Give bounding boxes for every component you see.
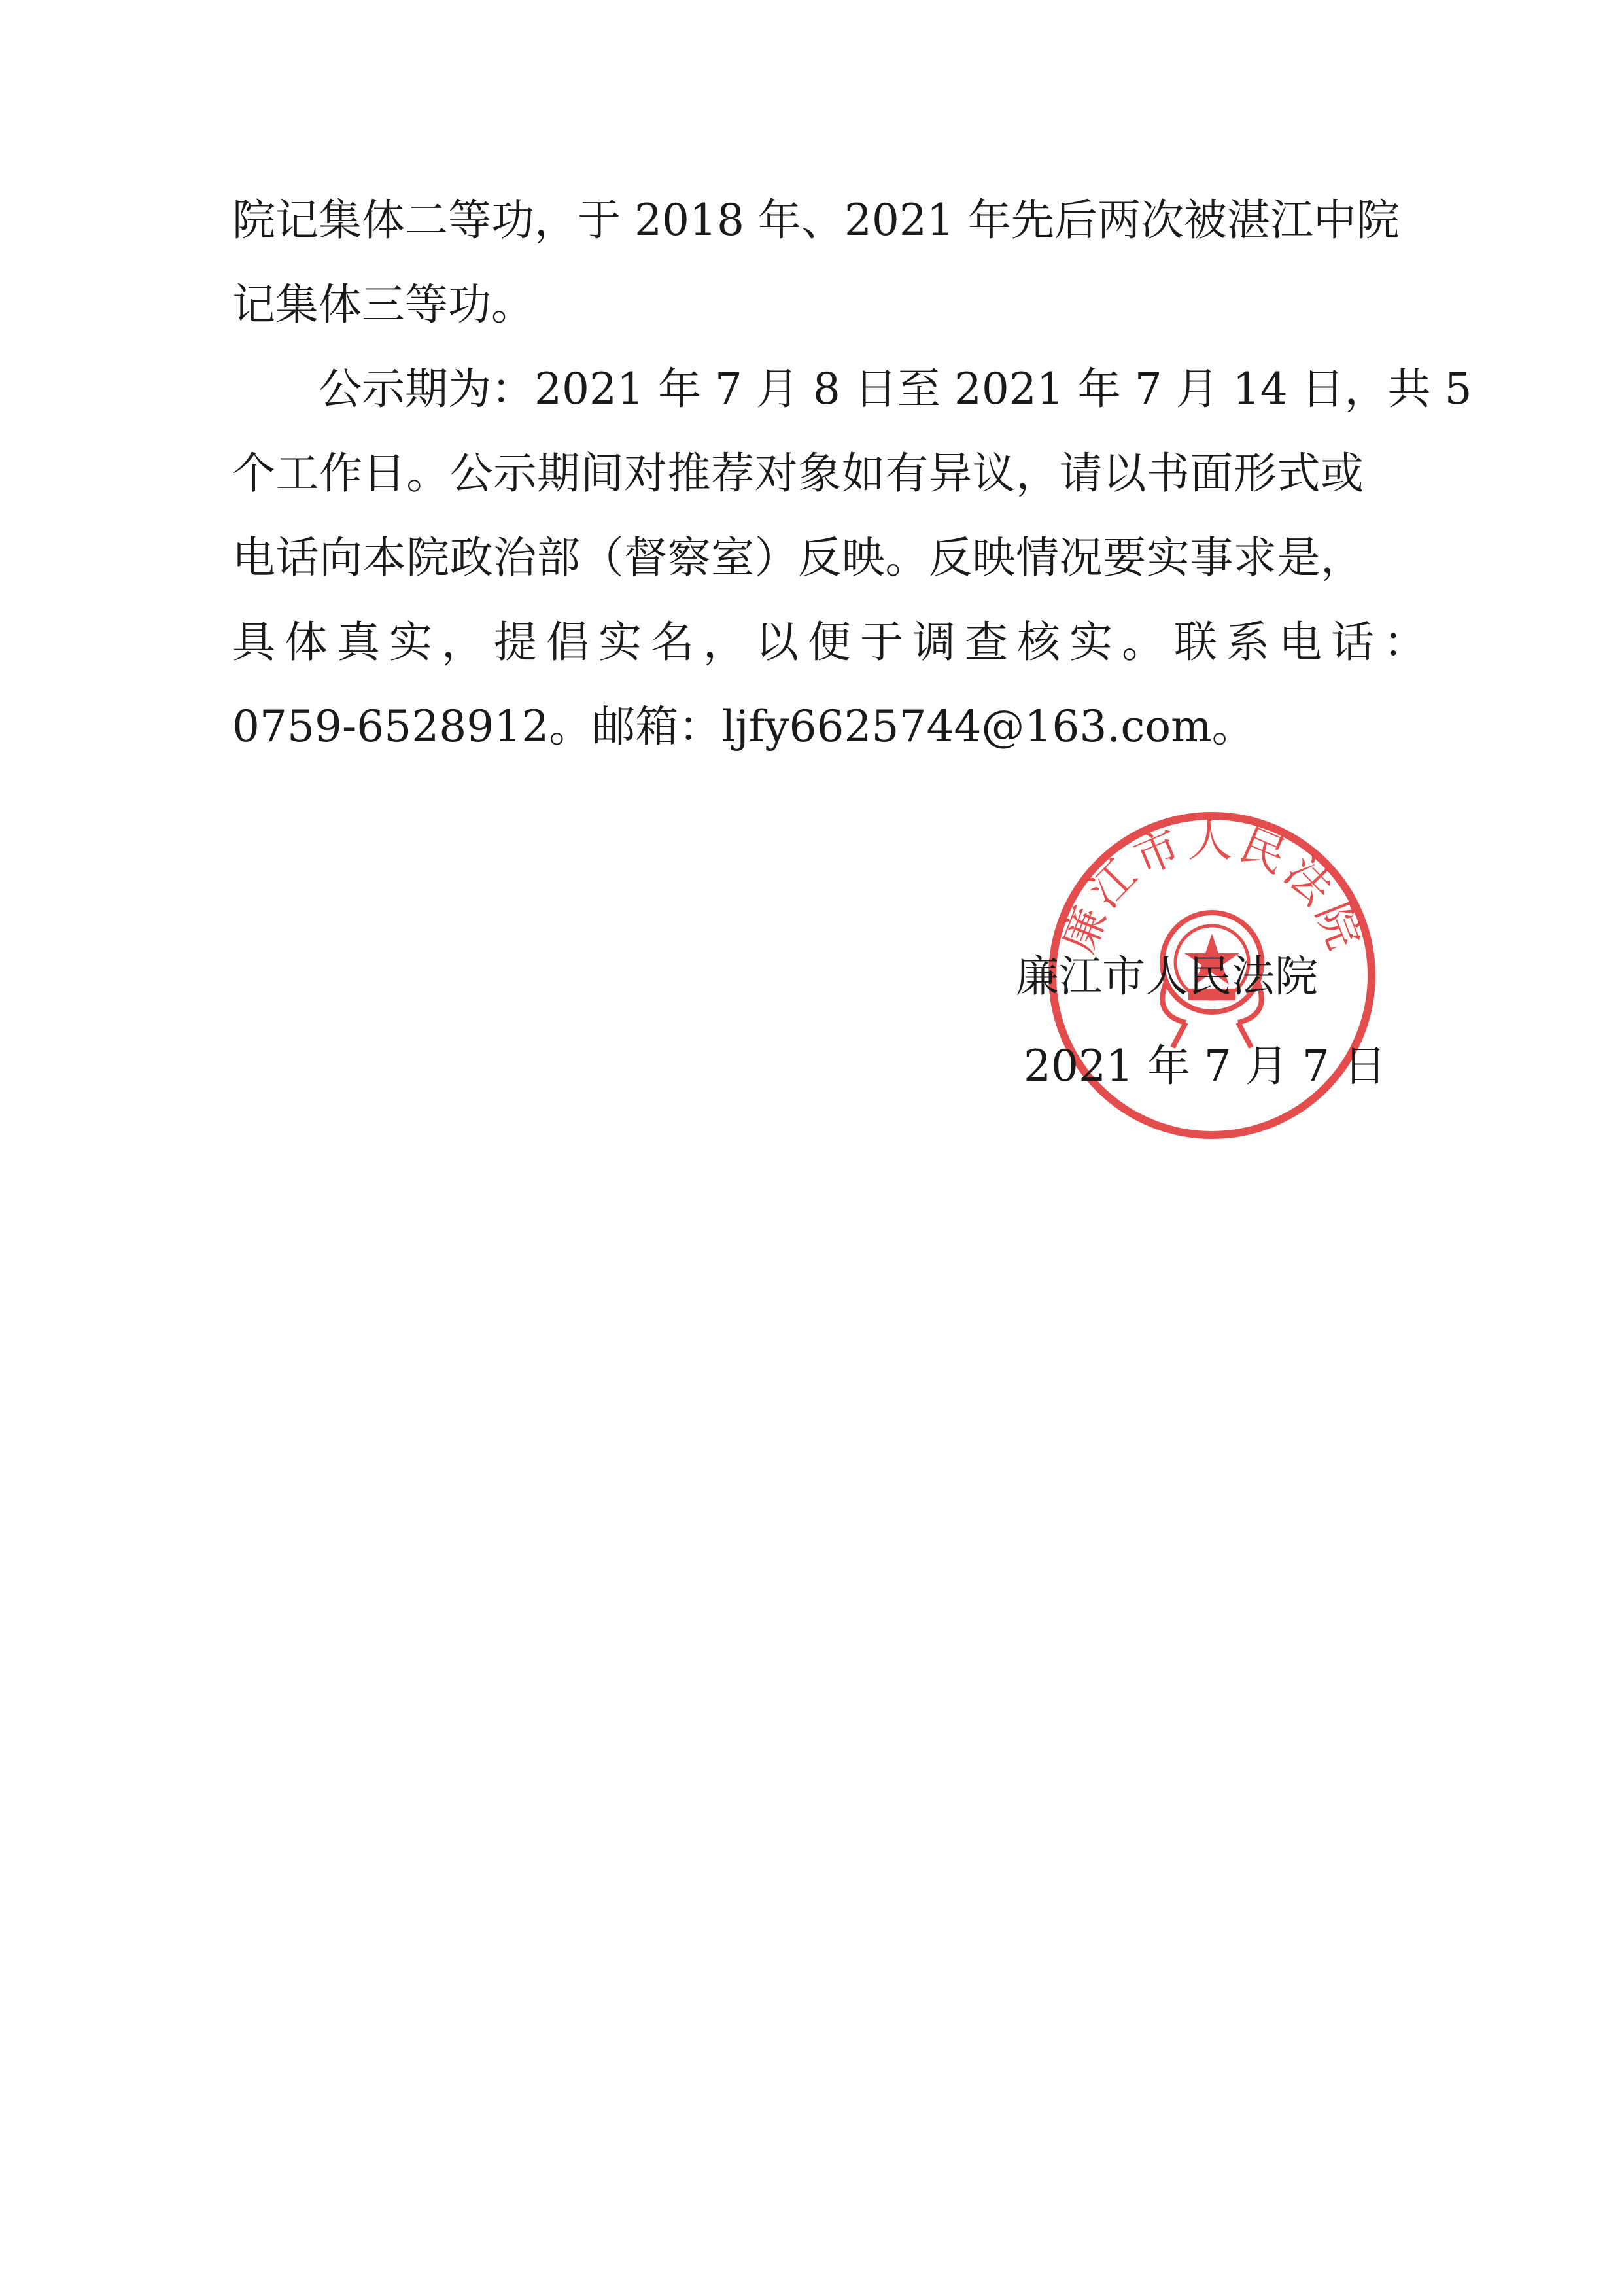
date-text: 2021 年 7 月 7 日 xyxy=(1024,1041,1387,1091)
signature-date xyxy=(1024,1040,1387,1093)
body-line-6 xyxy=(232,616,1436,669)
body-line-2 xyxy=(232,279,1364,331)
body-line-1 xyxy=(232,194,1400,247)
svg-text:廉江市人民法院: 廉江市人民法院 xyxy=(1052,815,1372,960)
line-text: 公示期为：2021 年 7 月 8 日至 2021 年 7 月 14 日，共 5 xyxy=(319,364,1472,414)
body-line-7 xyxy=(232,701,1364,753)
line-text: 个工作日。公示期间对推荐对象如有异议，请以书面形式或 xyxy=(232,448,1364,499)
body-line-5 xyxy=(232,532,1364,584)
line-text: 记集体三等功。 xyxy=(232,279,534,330)
signature-organization xyxy=(1016,951,1318,1003)
line-text: 具体真实，提倡实名，以便于调查核实。联系电话： xyxy=(232,617,1436,667)
organization-text: 廉江市人民法院 xyxy=(1016,951,1318,1002)
body-line-4 xyxy=(232,447,1364,500)
line-text: 电话向本院政治部（督察室）反映。反映情况要实事求是， xyxy=(232,533,1364,583)
body-line-3 xyxy=(319,363,1472,415)
line-text: 院记集体二等功，于 2018 年、2021 年先后两次被湛江中院 xyxy=(232,195,1400,245)
line-text: 0759-6528912。邮箱：ljfy6625744@163.com。 xyxy=(232,701,1255,752)
